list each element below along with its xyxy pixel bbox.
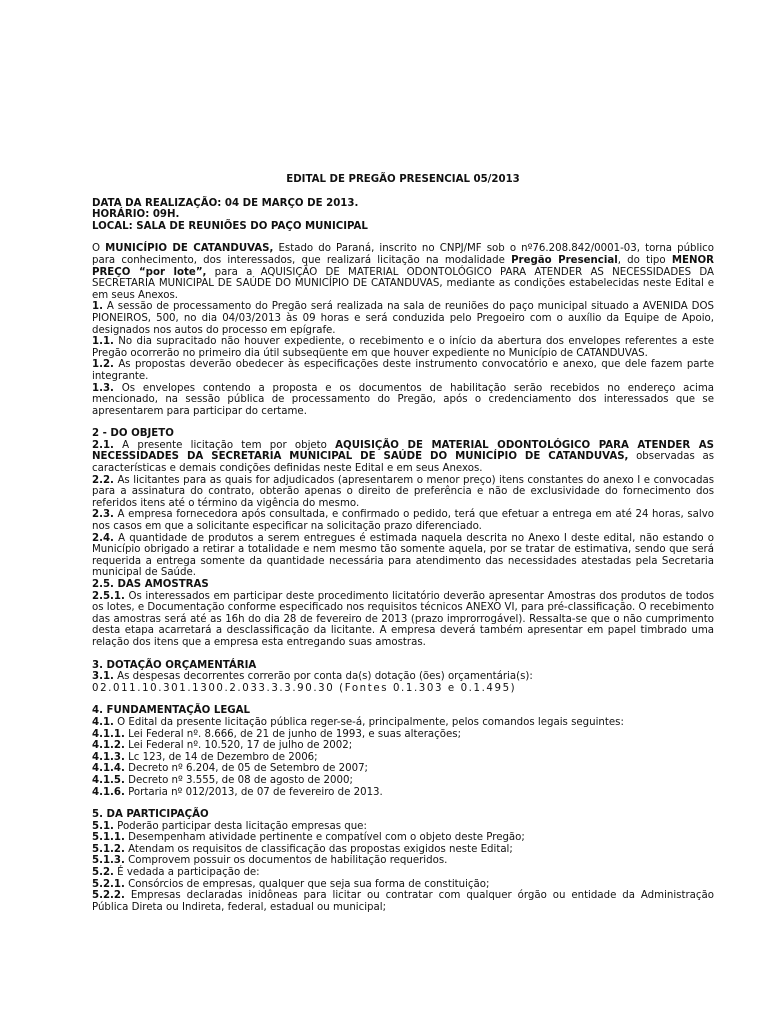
clause-5-2-2: 5.2.2. Empresas declaradas inidôneas para licitar ou contratar com qualquer órgão ou entidade da Administração Pública Direta ou Indireta, federal, estadual ou municipal;	[92, 890, 714, 913]
clause-4-1-5: 4.1.5. Decreto nº 3.555, de 08 de agosto de 2000;	[92, 774, 353, 786]
section-2-5-title: 2.5. DAS AMOSTRAS	[92, 579, 209, 590]
clause-2-1: 2.1. A presente licitação tem por objeto AQUISIÇÃO DE MATERIAL ODONTOLÓGICO PARA ATENDER AS NECESSIDADES DA SECRETARIA MUNICIPAL DE SAÚDE DO MUNICÍPIO DE CATANDUVAS, observadas as características e demais condições definidas neste Edital e em seus Anexos.	[92, 439, 715, 475]
time-line: HORÁRIO: 09H.	[92, 209, 180, 221]
date-line: DATA DA REALIZAÇÃO: 04 DE MARÇO DE 2013.	[92, 197, 359, 209]
clause-1: 1. A sessão de processamento do Pregão será realizada na sala de reuniões do paço municipal situado a AVENIDA DOS PIONEIROS, 500, no dia 04/03/2013 às 09 horas e será conduzida pelo Pregoeiro com o auxílio da Equipe de Apoio, designados nos autos do processo em epígrafe.	[92, 301, 714, 336]
section-5-title: 5. DA PARTICIPAÇÃO	[92, 809, 209, 821]
clause-3-1: 3.1. As despesas decorrentes correrão por conta da(s) dotação (ões) orçamentária(s):	[92, 671, 533, 683]
clause-4-1-3: 4.1.3. Lc 123, de 14 de Dezembro de 2006;	[92, 751, 318, 763]
clause-5-1: 5.1. Poderão participar desta licitação empresas que:	[92, 820, 367, 832]
clause-2-4: 2.4. A quantidade de produtos a serem entregues é estimada naquela descrita no Anexo I deste edital, não estando o Município obrigado a retirar a totalidade e nem mesmo tão somente aquela, por se tratar de estimativa, sendo que será requerida a entrega somente da quantidade necessária para atendimento das necessidades atestadas pela Secretaria municipal de Saúde.	[92, 532, 714, 579]
clause-4-1-1: 4.1.1. Lei Federal nº. 8.666, de 21 de junho de 1993, e suas alterações;	[92, 728, 462, 740]
clause-4-1-2: 4.1.2. Lei Federal nº. 10.520, 17 de julho de 2002;	[92, 740, 353, 752]
clause-5-2-1: 5.2.1. Consórcios de empresas, qualquer que seja sua forma de constituição;	[92, 878, 490, 890]
section-3-title: 3. DOTAÇÃO ORÇAMENTÁRIA	[92, 659, 257, 671]
document-title: EDITAL DE PREGÃO PRESENCIAL 05/2013	[286, 174, 520, 185]
clause-5-1-1: 5.1.1. Desempenham atividade pertinente e compatível com o objeto deste Pregão;	[92, 832, 525, 844]
clause-2-2: 2.2. As licitantes para as quais for adjudicados (apresentarem o menor preço) itens constantes do anexo I e convocadas para a assinatura do contrato, obterão apenas o direito de preferência e não de exclusividade do fornecimento dos referidos itens até o término da vigência do mesmo.	[92, 474, 714, 509]
clause-5-1-2: 5.1.2. Atendam os requisitos de classificação das propostas exigidos neste Edital;	[92, 843, 513, 855]
clause-1-2: 1.2. As propostas deverão obedecer às especificações deste instrumento convocatório e anexo, que dele fazem parte integrante.	[92, 359, 714, 382]
clause-2-3: 2.3. A empresa fornecedora após consultada, e confirmado o pedido, terá que efetuar a entrega em até 24 horas, salvo nos casos em que a solicitante especificar na solicitação prazo diferenciado.	[92, 509, 714, 533]
budget-code: 02.011.10.301.1300.2.033.3.3.90.30 (Fontes 0.1.303 e 0.1.495)	[92, 682, 517, 694]
clause-5-1-3: 5.1.3. Comprovem possuir os documentos de habilitação requeridos.	[92, 855, 448, 867]
location-line: LOCAL: SALA DE REUNIÕES DO PAÇO MUNICIPAL	[92, 220, 368, 232]
clause-1-3: 1.3. Os envelopes contendo a proposta e os documentos de habilitação serão recebidos no endereço acima mencionado, na sessão pública de processamento do Pregão, após o credenciamento dos interessados que se apresentarem para participar do certame.	[92, 382, 714, 417]
section-2-title: 2 - DO OBJETO	[92, 428, 174, 440]
clause-1-1: 1.1. No dia supracitado não houver expediente, o recebimento e o início da abertura dos envelopes referentes a este Pregão ocorrerão no primeiro dia útil subseqüente em que houver expediente no Município de CATANDUVAS.	[92, 336, 714, 359]
clause-2-5-1: 2.5.1. Os interessados em participar deste procedimento licitatório deverão apresentar Amostras dos produtos de todos os lotes, e Documentação conforme especificado nos requisitos técnicos ANEXO VI, para pré-classificação. O recebimento das amostras será até as 16h do dia 28 de fevereiro de 2013 (prazo improrrogável). Ressalta-se que o não cumprimento desta etapa acarretará a desclassificação da licitante. A empresa deverá também apresentar em papel timbrado uma relação dos itens que a empresa esta entregando suas amostras.	[92, 590, 714, 648]
clause-4-1-6: 4.1.6. Portaria nº 012/2013, de 07 de fevereiro de 2013.	[92, 786, 383, 798]
clause-5-2: 5.2. É vedada a participação de:	[92, 867, 260, 879]
section-4-title: 4. FUNDAMENTAÇÃO LEGAL	[92, 705, 251, 717]
clause-4-1: 4.1. O Edital da presente licitação pública reger-se-á, principalmente, pelos comandos legais seguintes:	[92, 716, 624, 728]
intro-paragraph: O MUNICÍPIO DE CATANDUVAS, Estado do Paraná, inscrito no CNPJ/MF sob o nº76.208.842/0001-03, torna público para conhecimento, dos interessados, que realizará licitação na modalidade Pregão Presencial, do tipo MENOR PREÇO “por lote”, para a AQUISIÇÃO DE MATERIAL ODONTOLÓGICO PARA ATENDER AS NECESSIDADES DA SECRETARIA MUNICIPAL DE SAÚDE DO MUNICÍPIO DE CATANDUVAS, mediante as condições estabelecidas neste Edital e em seus Anexos.	[92, 243, 715, 301]
clause-4-1-4: 4.1.4. Decreto nº 6.204, de 05 de Setembro de 2007;	[92, 763, 368, 775]
